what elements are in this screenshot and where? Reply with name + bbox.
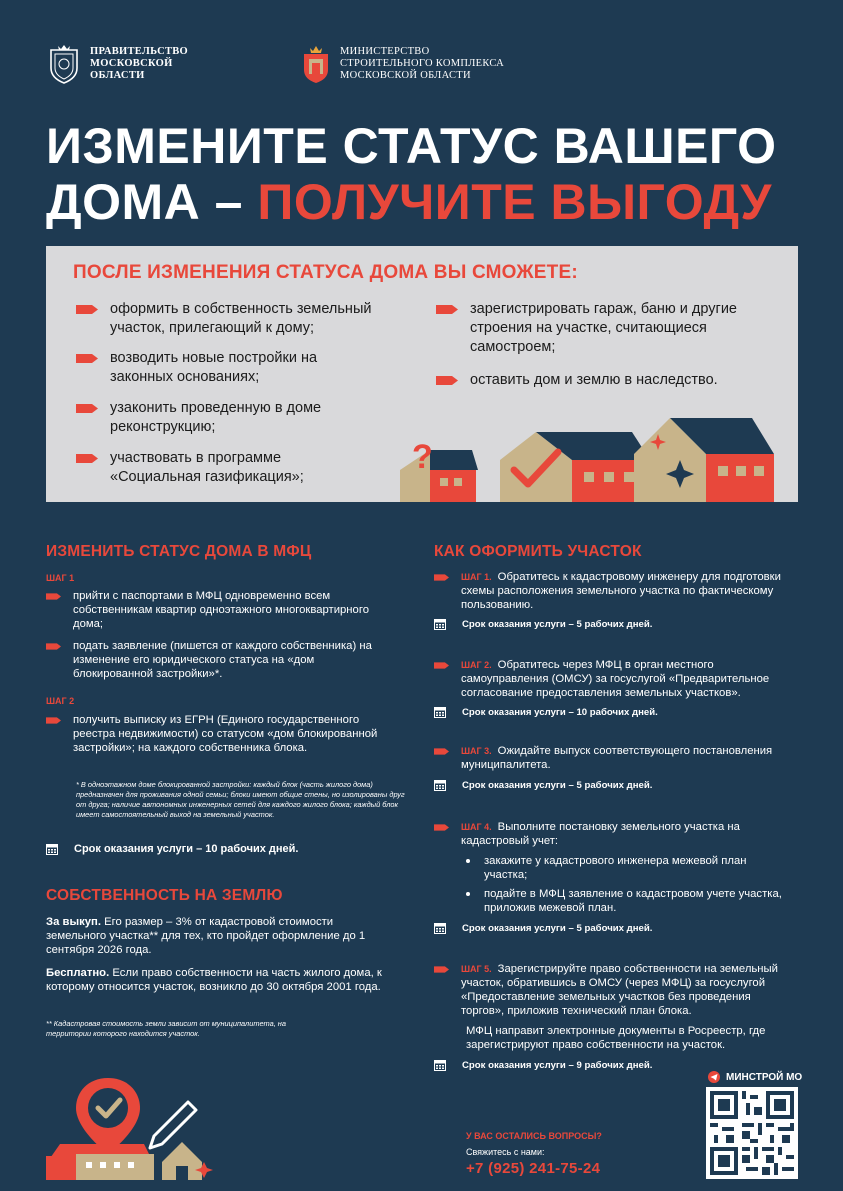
- mfc-step1-label: ШАГ 1: [46, 573, 75, 583]
- benefits-heading: ПОСЛЕ ИЗМЕНЕНИЯ СТАТУСА ДОМА ВЫ СМОЖЕТЕ:: [73, 262, 578, 283]
- plot-step: [434, 658, 794, 700]
- plot-term-text: Срок оказания услуги – 5 рабочих дней.: [462, 618, 653, 630]
- plot-step-label: ШАГ 2.: [461, 660, 492, 670]
- plot-step-label: ШАГ 3.: [461, 746, 492, 756]
- plot-term: [434, 618, 652, 630]
- land-heading: СОБСТВЕННОСТЬ НА ЗЕМЛЮ: [46, 887, 283, 904]
- arrow-icon: [434, 662, 449, 669]
- min-line-3: МОСКОВСКОЙ ОБЛАСТИ: [340, 70, 471, 81]
- question-house-icon: [400, 438, 478, 502]
- gerb-moscow-region-icon: [48, 44, 80, 84]
- mfc-heading: ИЗМЕНИТЬ СТАТУС ДОМА В МФЦ: [46, 543, 312, 560]
- benefit-text: участвовать в программе «Социальная газификация»;: [110, 450, 304, 485]
- calendar-icon: [434, 922, 446, 934]
- contact-question: У ВАС ОСТАЛИСЬ ВОПРОСЫ?: [466, 1131, 602, 1141]
- check-house-icon: [500, 432, 650, 502]
- arrow-icon: [436, 305, 458, 314]
- benefit-item: [436, 300, 781, 357]
- min-line-1: МИНИСТЕРСТВО: [340, 46, 430, 57]
- calendar-icon: [434, 779, 446, 791]
- arrow-icon: [434, 574, 449, 581]
- mfc-step-text: получить выписку из ЕГРН (Единого государственного реестра недвижимости) со статусом «дом блокированной застройки»; на каждого собственника блока.: [73, 714, 378, 754]
- plot-term: [434, 922, 652, 934]
- plot-bullet: [466, 887, 796, 915]
- plot-bullet-text: закажите у кадастрового инженера межевой план участка;: [484, 855, 747, 881]
- benefit-item: [76, 449, 366, 487]
- arrow-icon: [46, 593, 61, 600]
- calendar-icon: [434, 706, 446, 718]
- arrow-icon: [434, 966, 449, 973]
- gov-line-1: ПРАВИТЕЛЬСТВО: [90, 46, 189, 57]
- telegram-label: МИНСТРОЙ МО: [726, 1071, 803, 1083]
- benefit-item: [76, 300, 396, 338]
- mfc-step2-label: ШАГ 2: [46, 696, 75, 706]
- arrow-icon: [434, 824, 449, 831]
- plot-step-text: Ожидайте выпуск соответствующего постановления муниципалитета.: [461, 745, 773, 771]
- telegram-link[interactable]: [708, 1071, 802, 1083]
- plot-term-text: Срок оказания услуги – 5 рабочих дней.: [462, 779, 653, 791]
- bullet-dot: [466, 859, 470, 863]
- ministry-logo: [302, 44, 504, 84]
- benefit-text: зарегистрировать гараж, баню и другие строения на участке, считающиеся самостроем;: [470, 301, 737, 355]
- benefit-item: [76, 399, 366, 437]
- arrow-icon: [76, 305, 98, 314]
- benefit-text: узаконить проведенную в доме реконструкцию;: [110, 400, 322, 435]
- mfc-step-item: [46, 589, 386, 631]
- pencil-icon: [150, 1102, 196, 1148]
- calendar-icon: [434, 618, 446, 630]
- land-p2-text: Если право собственности на часть жилого дома, к которому относится участок, возникло до 30 октября 2001 года.: [46, 967, 382, 993]
- arrow-icon: [46, 643, 61, 650]
- plot-step: [434, 570, 794, 612]
- telegram-icon: [708, 1071, 720, 1083]
- contact-subtitle: Свяжитесь с нами:: [466, 1147, 545, 1157]
- plot-term-text: Срок оказания услуги – 5 рабочих дней.: [462, 922, 653, 934]
- plot-step-text: Выполните постановку земельного участка на кадастровый учет:: [461, 821, 740, 847]
- arrow-icon: [436, 376, 458, 385]
- benefits-panel: [46, 246, 798, 502]
- mfc-term: [46, 843, 299, 855]
- svg-text:?: ?: [412, 438, 433, 476]
- arrow-icon: [434, 748, 449, 755]
- plot-step: [434, 962, 794, 1018]
- location-house-illustration: [46, 1076, 216, 1180]
- benefit-text: оставить дом и землю в наследство.: [470, 372, 718, 388]
- arrow-icon: [76, 354, 98, 363]
- government-logo: [48, 44, 188, 84]
- land-p1-text: Его размер – 3% от кадастровой стоимости земельного участка** для тех, кто пройдет оформление до 1 сентября 2026 года.: [46, 916, 366, 956]
- plot-step-text: Обратитесь к кадастровому инженеру для подготовки схемы расположения земельного участка по фактическому пользованию.: [461, 571, 781, 611]
- benefit-item: [436, 371, 781, 390]
- arrow-icon: [76, 404, 98, 413]
- houses-illustration: [396, 414, 776, 502]
- gov-line-3: ОБЛАСТИ: [90, 70, 145, 81]
- mfc-step-text: прийти с паспортами в МФЦ одновременно всем собственникам квартир одноэтажного многоквартирного дома;: [73, 590, 369, 630]
- plot-step-text: Обратитесь через МФЦ в орган местного самоуправления (ОМСУ) за госуслугой «Предварительное согласование предоставления земельных участков».: [461, 659, 770, 699]
- plot-bullet-text: подайте в МФЦ заявление о кадастровом учете участка, приложив межевой план.: [484, 888, 782, 914]
- mfc-step-item: [46, 639, 386, 681]
- ministry-emblem-icon: [302, 44, 330, 84]
- min-line-2: СТРОИТЕЛЬНОГО КОМПЛЕКСА: [340, 58, 505, 69]
- plot-term: [434, 1059, 652, 1071]
- bullet-dot: [466, 892, 470, 896]
- land-footnote: ** Кадастровая стоимость земли зависит от муниципалитета, на территории которого находится участок.: [46, 1019, 286, 1038]
- plot-term-text: Срок оказания услуги – 10 рабочих дней.: [462, 706, 658, 718]
- plot-step: [434, 744, 794, 772]
- calendar-icon: [46, 843, 58, 855]
- plot-heading: КАК ОФОРМИТЬ УЧАСТОК: [434, 543, 642, 560]
- plot-bullet: [466, 854, 776, 882]
- benefit-text: возводить новые постройки на законных основаниях;: [110, 350, 318, 385]
- arrow-icon: [46, 717, 61, 724]
- mfc-step-text: подать заявление (пишется от каждого собственника) на изменение его юридического статуса на «дом блокированной застройки»*.: [73, 640, 372, 680]
- mfc-footnote: * В одноэтажном доме блокированной застройки: каждый блок (часть жилого дома) предназначен для проживания одной семьи; блоки имеют общие стены, но изолированы друг от друга; наличие автономных инженерных сетей для каждого жилого блока; каждый блок имеет самостоятельный выход на земельный участок.: [76, 780, 405, 819]
- plot-step-label: ШАГ 1.: [461, 572, 492, 582]
- land-p1-bold: За выкуп.: [46, 916, 101, 928]
- plot-term: [434, 706, 658, 718]
- land-p2-bold: Бесплатно.: [46, 967, 110, 979]
- benefit-text: оформить в собственность земельный участок, прилегающий к дому;: [110, 301, 372, 336]
- calendar-icon: [434, 1059, 446, 1071]
- gov-line-2: МОСКОВСКОЙ: [90, 58, 173, 69]
- plot-step5-extra: МФЦ направит электронные документы в Росреестр, где зарегистрируют право собственности на участок.: [466, 1025, 766, 1051]
- plot-term: [434, 779, 652, 791]
- page-title: [46, 118, 777, 230]
- plot-step-label: ШАГ 4.: [461, 822, 492, 832]
- land-paragraph-2: [46, 966, 386, 994]
- arrow-icon: [76, 454, 98, 463]
- plot-step-label: ШАГ 5.: [461, 964, 492, 974]
- benefit-item: [76, 349, 366, 387]
- plot-step: [434, 820, 794, 848]
- land-paragraph-1: [46, 915, 376, 957]
- plot-step-text: Зарегистрируйте право собственности на земельный участок, обратившись в ОМСУ (через МФЦ) за госуслугой «Предоставление земельных участков без проведения торгов», приложив технический план блока.: [461, 963, 778, 1017]
- mfc-step-item: [46, 713, 386, 755]
- plot-term-text: Срок оказания услуги – 9 рабочих дней.: [462, 1059, 653, 1071]
- qr-code[interactable]: [706, 1087, 798, 1179]
- map-pin-icon: [76, 1078, 140, 1154]
- contact-phone[interactable]: +7 (925) 241-75-24: [466, 1160, 601, 1177]
- mfc-term-text: Срок оказания услуги – 10 рабочих дней.: [74, 843, 299, 855]
- title-line-1: ИЗМЕНИТЕ СТАТУС ВАШЕГО: [46, 118, 777, 174]
- title-line-2-red: ПОЛУЧИТЕ ВЫГОДУ: [257, 174, 772, 230]
- title-line-2-white: ДОМА –: [46, 174, 258, 230]
- sparkle-house-icon: [634, 418, 774, 502]
